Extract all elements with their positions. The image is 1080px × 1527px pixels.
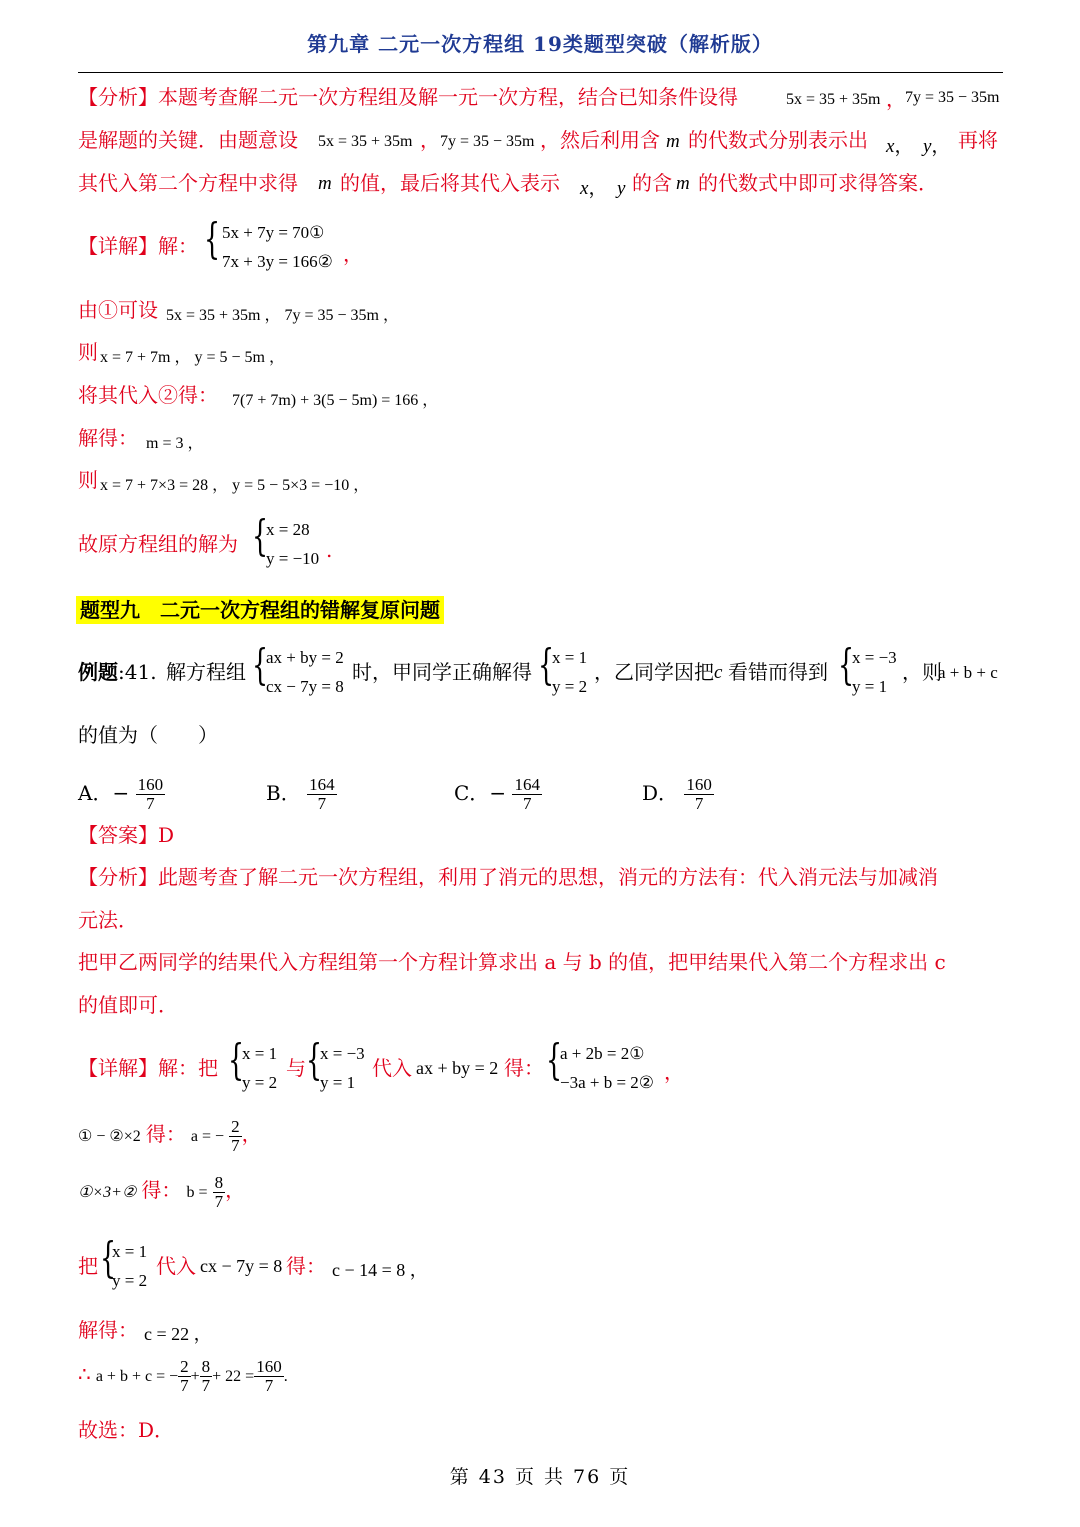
example-text2: 时，甲同学正确解得 [352, 660, 532, 684]
detail1-final-label: 故原方程组的解为 [78, 532, 238, 556]
example-text6: 的值为（ ） [78, 723, 218, 747]
var-m-3: m [676, 173, 690, 194]
example-text1: 解方程组 [166, 660, 246, 684]
comma: ， [343, 242, 363, 266]
detail2-step3-eq: cx − 7y = 8 [200, 1256, 283, 1276]
example-prefix: 例题:41. [78, 660, 157, 684]
analysis2-line3: 把甲乙两同学的结果代入方程组第一个方程计算求出 a 与 b 的值，把甲结果代入第二个方程求出 c [78, 950, 946, 974]
detail2-step3-system: x = 1 y = 2 [112, 1242, 148, 1290]
analysis1-eq-a: 5x = 35 + 35m [786, 91, 881, 108]
analysis1-comma-3: ， [540, 128, 560, 152]
detail2-result-system: a + 2b = 2① −3a + b = 2② [560, 1044, 655, 1092]
brace: { [228, 1035, 245, 1084]
header-rule [78, 72, 1003, 73]
detail1-label: 【详解】解： [78, 234, 198, 258]
detail2-label: 【详解】解：把 [78, 1056, 218, 1080]
analysis1-eq-b: 7y = 35 − 35m [905, 89, 1000, 106]
page-footer: 第 43 页 共 76 页 [449, 1466, 631, 1488]
example-var-c: c [714, 662, 723, 683]
section-title: 题型九 二元一次方程组的错解复原问题 [76, 594, 444, 623]
var-xy: x， y [580, 178, 626, 199]
example-sol2: x = −3 y = 1 [852, 648, 897, 696]
brace: { [838, 640, 855, 689]
analysis1-line3-a: 其代入第二个方程中求得 [78, 171, 298, 195]
detail2-final: 故选：D． [78, 1418, 175, 1442]
example-text4: 看错而得到 [728, 660, 828, 684]
analysis1-line3-b: 的值，最后将其代入表示 [340, 171, 560, 195]
detail1-system: 5x + 7y = 70① 7x + 3y = 166② [222, 223, 333, 271]
detail1-step1-label: 由①可设 [78, 298, 158, 322]
detail1-step5-label: 则 [78, 468, 98, 492]
detail1-step4-label: 解得： [78, 426, 138, 450]
detail2-with: 与 [286, 1056, 306, 1080]
var-m-2: m [318, 173, 332, 194]
analysis2-line1: 【分析】此题考查了解二元一次方程组，利用了消元的思想，消元的方法有：代入消元法与加减消 [78, 865, 938, 889]
page-header: 第九章 二元一次方程组 19类题型突破（解析版） [307, 32, 773, 56]
analysis1-line2-d: 再将 [958, 128, 998, 152]
detail1-step3-label: 将其代入②得： [78, 383, 218, 407]
example-expr: a + b + c [938, 663, 998, 682]
analysis1-comma-2: ， [420, 128, 440, 152]
brace: { [252, 640, 269, 689]
brace: { [204, 214, 221, 263]
detail2-step4-math: c = 22 ， [144, 1324, 212, 1344]
detail2-step3-res: c − 14 = 8 ， [332, 1260, 428, 1280]
brace: { [252, 511, 269, 560]
var-x: x， y， [886, 136, 951, 157]
detail1-step3-math: 7(7 + 7m) + 3(5 − 5m) = 166 ， [232, 392, 439, 409]
option-c[interactable]: C．− $\frac{164}{7}$ [454, 775, 540, 813]
analysis1-line3-c: 的含 [632, 171, 672, 195]
detail2-step2: ①×3+② 得： b = $\frac{8}{7}$ ， [78, 1173, 246, 1211]
detail2-into: 代入 [372, 1056, 412, 1080]
analysis1-line2-b: 然后利用含 [560, 128, 660, 152]
detail1-step2-label: 则 [78, 340, 98, 364]
option-d[interactable]: D． $\frac{160}{7}$ [642, 775, 712, 813]
detail1-final-system: x = 28 y = −10 [266, 520, 320, 568]
detail2-get: 得： [504, 1056, 544, 1080]
example-text5: ，则 [902, 660, 942, 684]
analysis1-line2-a: 是解题的关键．由题意设 [78, 128, 298, 152]
detail2-step5: ∴ a + b + c = − $\frac{2}{7}$ + $\frac{8}{7}$ + 22 = $\frac{160}{7}$ . [78, 1357, 288, 1395]
example-text3: ，乙同学因把 [594, 660, 714, 684]
option-b[interactable]: B． $\frac{164}{7}$ [266, 775, 335, 813]
detail2-step3-get: 得： [286, 1254, 326, 1278]
analysis1-line2-eq-b: 7y = 35 − 35m [440, 133, 535, 150]
period: . [326, 538, 333, 562]
detail2-s2: x = −3 y = 1 [320, 1044, 365, 1092]
brace: { [546, 1035, 563, 1084]
detail2-step3-into: 代入 [156, 1254, 196, 1278]
analysis1-comma-1: ， [886, 87, 906, 111]
brace: { [306, 1035, 323, 1084]
detail1-step1-math: 5x = 35 + 35m ， 7y = 35 − 35m ， [166, 307, 399, 324]
analysis2-line2: 元法． [78, 908, 138, 932]
detail2-step1: ① − ②×2 得： a = − $\frac{2}{7}$ ， [78, 1117, 262, 1155]
brace: { [538, 640, 555, 689]
answer: 【答案】D [78, 823, 175, 847]
detail1-step2-math: x = 7 + 7m ， y = 5 − 5m ， [100, 349, 285, 366]
comma: ， [664, 1060, 684, 1084]
analysis1-line1: 【分析】本题考查解二元一次方程组及解一元一次方程，结合已知条件设得 [78, 85, 738, 109]
detail2-eq: ax + by = 2 [416, 1058, 499, 1078]
detail2-step3-label: 把 [78, 1254, 98, 1278]
detail2-s1: x = 1 y = 2 [242, 1044, 278, 1092]
analysis1-line3-d: 的代数式中即可求得答案． [698, 171, 938, 195]
analysis2-line4: 的值即可． [78, 993, 178, 1017]
detail1-step5-math: x = 7 + 7×3 = 28 ， y = 5 − 5×3 = −10 ， [100, 477, 370, 494]
detail1-step4-math: m = 3 ， [146, 435, 204, 452]
analysis1-line2-c: 的代数式分别表示出 [688, 128, 868, 152]
detail2-step4-label: 解得： [78, 1318, 138, 1342]
var-m: m [666, 131, 680, 152]
example-system: ax + by = 2 cx − 7y = 8 [266, 648, 344, 696]
brace: { [100, 1233, 117, 1282]
option-a[interactable]: A．− $\frac{160}{7}$ [78, 775, 164, 813]
analysis1-line2-eq-a: 5x = 35 + 35m [318, 133, 413, 150]
example-sol1: x = 1 y = 2 [552, 648, 588, 696]
